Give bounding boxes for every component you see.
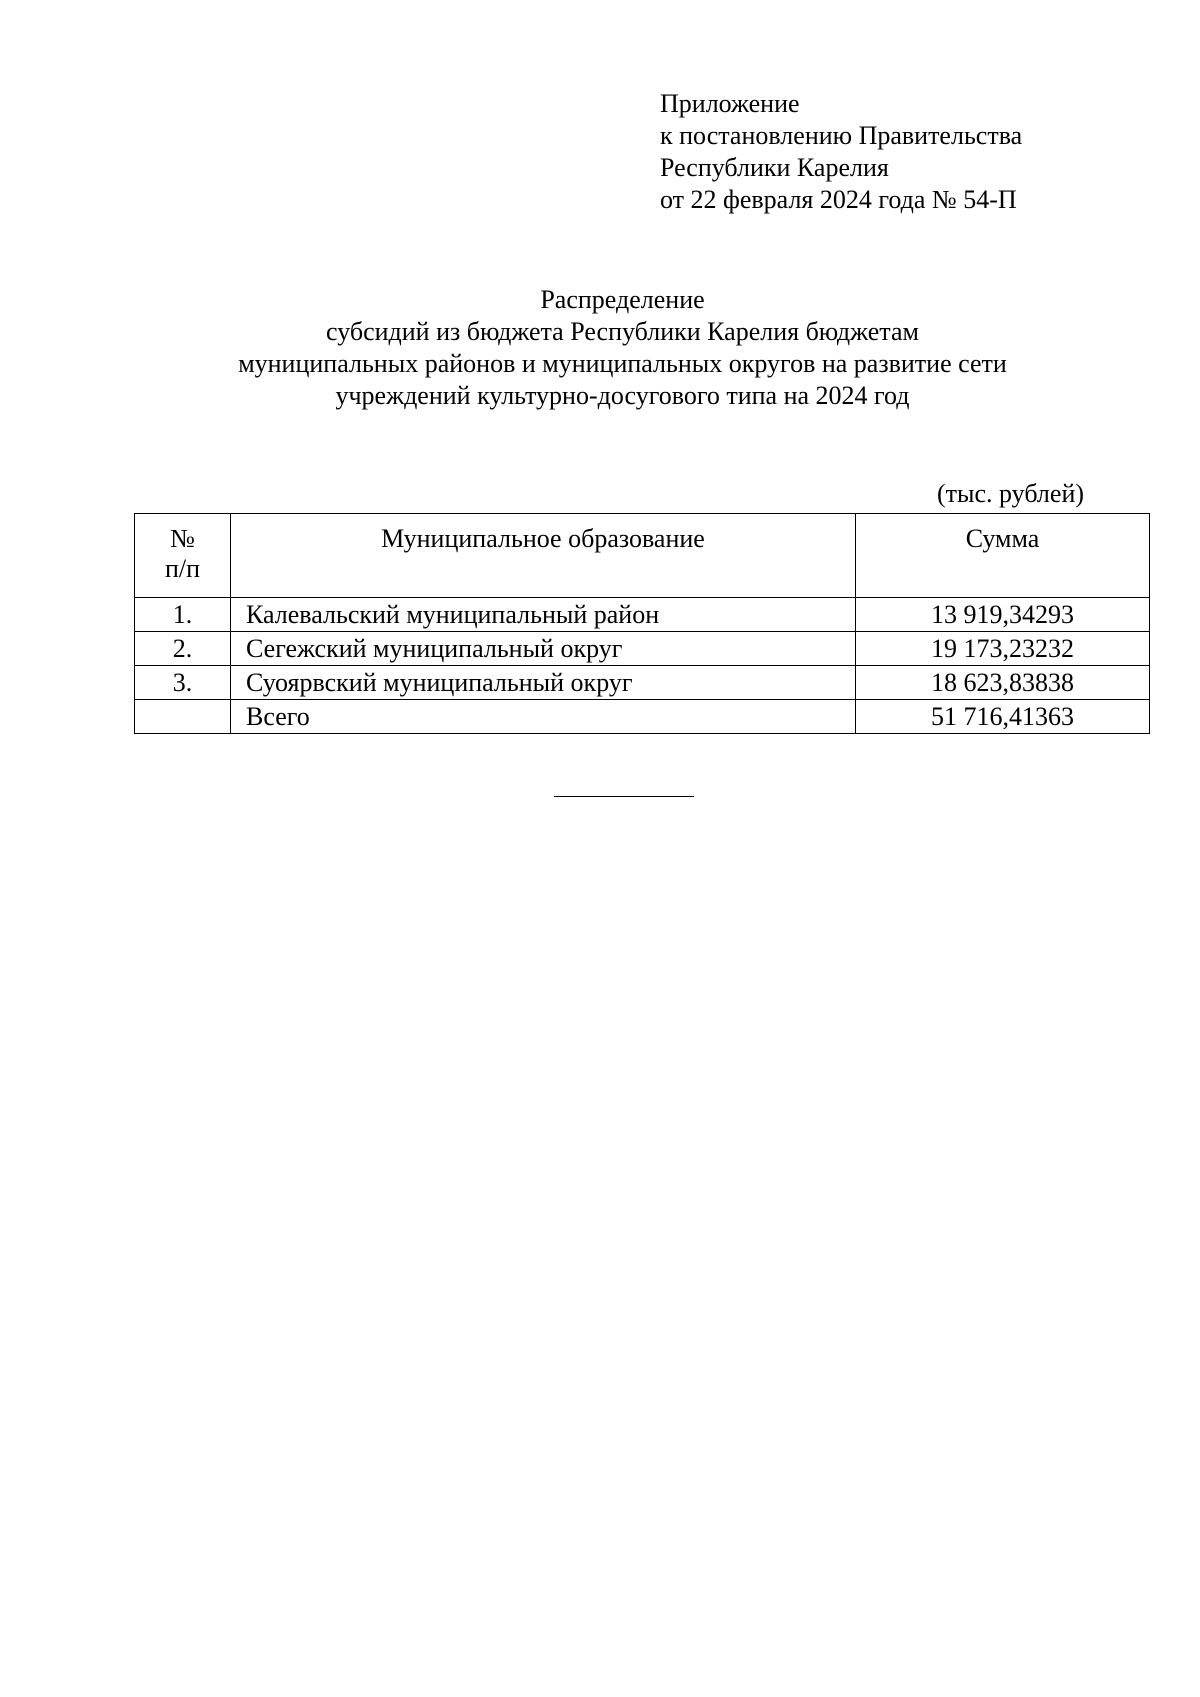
total-number: [135, 700, 231, 734]
header-municipality: Муниципальное образование: [231, 514, 856, 598]
title-line: муниципальных районов и муниципальных округов на развитие сети: [238, 349, 1007, 378]
row-municipality: Сегежский муниципальный округ: [231, 632, 856, 666]
row-number: 2.: [135, 632, 231, 666]
table-total-row: [135, 700, 1150, 734]
appendix-line: от 22 февраля 2024 года № 54-П: [660, 185, 1017, 214]
header-sum: Сумма: [856, 514, 1150, 598]
row-sum: 19 173,23232: [856, 632, 1150, 666]
header-number-line2: п/п: [164, 554, 201, 583]
table-row: [135, 666, 1150, 700]
header-number-line1: №: [170, 524, 195, 553]
header-number: [135, 514, 231, 598]
row-number: 1.: [135, 598, 231, 632]
row-number: 3.: [135, 666, 231, 700]
total-sum: 51 716,41363: [856, 700, 1150, 734]
row-sum: 18 623,83838: [856, 666, 1150, 700]
appendix-block: [660, 88, 1022, 216]
title-line: учреждений культурно-досугового типа на 2024 год: [335, 381, 910, 410]
row-municipality: Суоярвский муниципальный округ: [231, 666, 856, 700]
distribution-table: [134, 513, 1150, 734]
table-header-row: [135, 514, 1150, 598]
title-line: Распределение: [540, 285, 705, 314]
table-row: [135, 632, 1150, 666]
row-municipality: Калевальский муниципальный район: [231, 598, 856, 632]
row-sum: 13 919,34293: [856, 598, 1150, 632]
table-row: [135, 598, 1150, 632]
units-label: (тыс. рублей): [937, 479, 1085, 508]
appendix-line: к постановлению Правительства: [660, 121, 1023, 150]
appendix-line: Приложение: [660, 89, 800, 118]
title-line: субсидий из бюджета Республики Карелия бюджетам: [326, 317, 919, 346]
appendix-line: Республики Карелия: [660, 153, 889, 182]
document-title: [0, 284, 1200, 412]
end-divider: [554, 796, 694, 797]
total-label: Всего: [231, 700, 856, 734]
